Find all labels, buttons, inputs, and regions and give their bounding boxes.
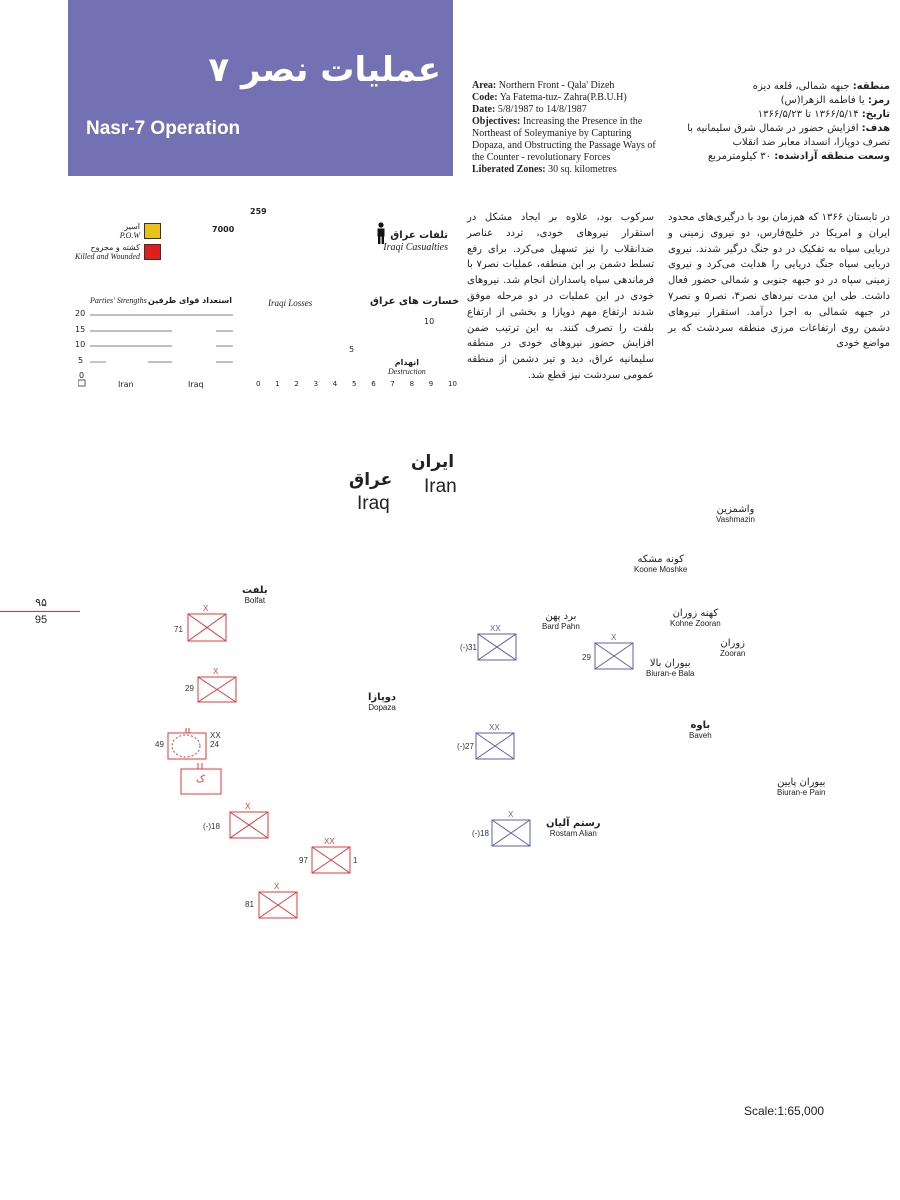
- iraq-unit-81: [259, 892, 297, 918]
- category-iraq: Iraq: [188, 380, 204, 389]
- losses-tick: 3: [313, 380, 319, 388]
- country-iran-fa: ایران: [411, 452, 455, 472]
- iran-number-31: (-)31: [460, 643, 477, 652]
- strength-tick: 0: [79, 371, 85, 380]
- info-persian: منطقه: جبهه شمالی، قلعه دیزه رمز: یا فاطمه الزهرا(س) تاریخ: ۱۳۶۶/۵/۱۴ تا ۱۳۶۶/۵/۲۳ هدف: افزایش حضور در شمال شرق سلیمانیه با تصرف دوپازا، انسداد معابر ضد انقلاب وسعت منطقه آزادشده: ۳۰ کیلومترمربع: [687, 81, 890, 162]
- losses-mark-10: 10: [424, 317, 435, 326]
- losses-tick: 9: [428, 380, 434, 388]
- iraq-unit-29: [198, 677, 236, 702]
- place-biuran-bala: بیوران بالا Biuran-e Bala: [646, 658, 695, 678]
- losses-tick: 1: [275, 380, 280, 388]
- losses-tick: 4: [332, 380, 338, 388]
- place-bolfat: بلفت Bolfat: [242, 585, 268, 605]
- place-zooran: زوران Zooran: [720, 638, 746, 658]
- iran-unit-31: [478, 634, 516, 660]
- unit-number-71: 71: [174, 625, 183, 634]
- place-rostam-alian: رستم آلیان Rostam Alian: [546, 818, 601, 838]
- place-vashmazin: واشمزین Vashmazin: [716, 504, 755, 524]
- echelon-mark: XX: [490, 624, 501, 633]
- losses-title-en: Iraqi Losses: [268, 298, 313, 308]
- pow-legend: اسیر P.O.W: [119, 222, 140, 240]
- casualties-title: تلفات عراق Iraqi Casualties: [383, 230, 448, 253]
- killed-legend: کشته و مجروح Killed and Wounded: [74, 243, 140, 261]
- page-number: ۹۵ 95: [26, 596, 56, 626]
- echelon-mark: X: [213, 667, 219, 676]
- echelon-mark: XX: [210, 731, 221, 740]
- iran-number-18: (-)18: [472, 829, 489, 838]
- iran-number-27: (-)27: [457, 742, 474, 751]
- iran-unit-29: [595, 643, 633, 669]
- strengths-title: Parties' Strengths استعداد قوای طرفین: [90, 296, 232, 305]
- destruction-label: انهدام Destruction: [388, 358, 426, 376]
- unit-number-29: 29: [185, 684, 194, 693]
- unit-number-81: 81: [245, 900, 254, 909]
- echelon-mark: XX: [324, 837, 335, 846]
- strength-tick: 5: [78, 356, 84, 365]
- iraq-unit-49: [168, 728, 206, 759]
- losses-tick: 10: [448, 380, 457, 388]
- info-english: Area: Northern Front - Qala' Dizeh Code: Ya Fatema-tuz- Zahra(P.B.U.H) Date: 5/8/1987 to 14/8/1987 Objectives: Increasing the Presence in the Northeast of Soleymaniye by Capturing Dopaza, and Obstructing the Passage Ways of the Counter - revolutionary Forces Liberated Zones: 30 sq. kilometres: [472, 80, 656, 175]
- place-biuran-pain: بیوران پایین Biuran-e Pain: [777, 777, 826, 797]
- iran-number-29: 29: [582, 653, 591, 662]
- paragraph-left: سرکوب بود، علاوه بر ایجاد مشکل در استقرار نیروهای خودی، تردد عناصر ضدانقلاب را نیز تسهیل می‌کرد. برای رفع تسلط دشمن بر این منطقه، عملیات نصر۷ با فرماندهی سپاه پاسداران انجام شد. نیروهای خودی در این عملیات در دو مرحله موفق شدند ارتفاع مهم دوپازا و بخشی از ارتفاع بلفت را تصرف کنند. به این ترتیب ضمن افزایش حضور نیروهای خودی در منطقه سلیمانیه عراق، دید و تیر دشمن از منطقه عمومی سردشت نیز قطع شد.: [467, 212, 655, 381]
- iran-unit-27: [476, 733, 514, 759]
- losses-tick: 2: [294, 380, 299, 388]
- strength-tick: 10: [75, 340, 86, 349]
- place-kohne-zooran: کهنه زوران Kohne Zooran: [670, 608, 721, 628]
- iraq-unit-18: [230, 812, 268, 838]
- unit-number-24: 24: [210, 740, 219, 749]
- unit-number-18: (-)18: [203, 822, 220, 831]
- country-iran-en: Iran: [424, 476, 457, 497]
- echelon-mark: X: [203, 604, 209, 613]
- place-koone-moshke: کونه مشکه Koone Moshke: [634, 554, 688, 574]
- echelon-mark: X: [245, 802, 251, 811]
- paragraph-right: در تابستان ۱۳۶۶ که هم‌زمان بود با درگیری‌های محدود ایران و امریکا در خلیج‌فارس، دو نیروی زمینی و دریایی سپاه به تفکیک در دو جنگ درگیر شدند. نیروی دریایی سپاه جنگ دریایی را هدایت می‌کرد و نیروی زمینی سپاه در دو جبهه جنوبی و شمالی حضور فعال داشت. طی این مدت نبردهای نصر۴، نصر۵ و نصر۷ در جبهه شمالی به اجرا درآمد. استقرار نیروهای دشمن روی ارتفاعات مرزی منطقه سردشت که بر مواضع خودی: [668, 212, 890, 350]
- echelon-mark: X: [508, 810, 514, 819]
- place-dopaza: دوپازا Dopaza: [368, 692, 397, 712]
- echelon-mark: XX: [489, 723, 500, 732]
- place-bard-pahn: برد پهن Bard Pahn: [542, 611, 580, 631]
- title-english: Nasr-7 Operation: [86, 118, 241, 139]
- country-iraq-fa: عراق: [349, 470, 393, 490]
- place-baveh: باوه Baveh: [689, 720, 712, 740]
- country-iraq-en: Iraq: [357, 493, 390, 514]
- unit-k-label: ک: [196, 774, 205, 785]
- strength-tick: 15: [75, 325, 86, 334]
- losses-tick: 6: [371, 380, 376, 388]
- losses-tick: 8: [409, 380, 415, 388]
- strength-tick: 20: [75, 309, 86, 318]
- casualties-top-value: 259: [250, 207, 267, 216]
- title-persian: عملیات نصر ۷: [208, 50, 441, 90]
- unit-number-1: 1: [353, 856, 358, 865]
- iraq-unit-97: [312, 847, 350, 873]
- category-iran: Iran: [118, 380, 134, 389]
- iran-unit-18: [492, 820, 530, 846]
- losses-tick: 5: [352, 380, 357, 388]
- map-scale: Scale:1:65,000: [744, 1104, 825, 1118]
- losses-mark-5: 5: [349, 345, 355, 354]
- unit-number-49: 49: [155, 740, 164, 749]
- losses-title-fa: خسارت های عراق: [370, 296, 460, 307]
- echelon-mark: X: [274, 882, 280, 891]
- losses-tick: 7: [390, 380, 395, 388]
- iraq-unit-71: [188, 614, 226, 641]
- echelon-mark: X: [611, 633, 617, 642]
- unit-number-97: 97: [299, 856, 308, 865]
- losses-tick: 0: [256, 380, 261, 388]
- casualties-value: 7000: [212, 225, 235, 234]
